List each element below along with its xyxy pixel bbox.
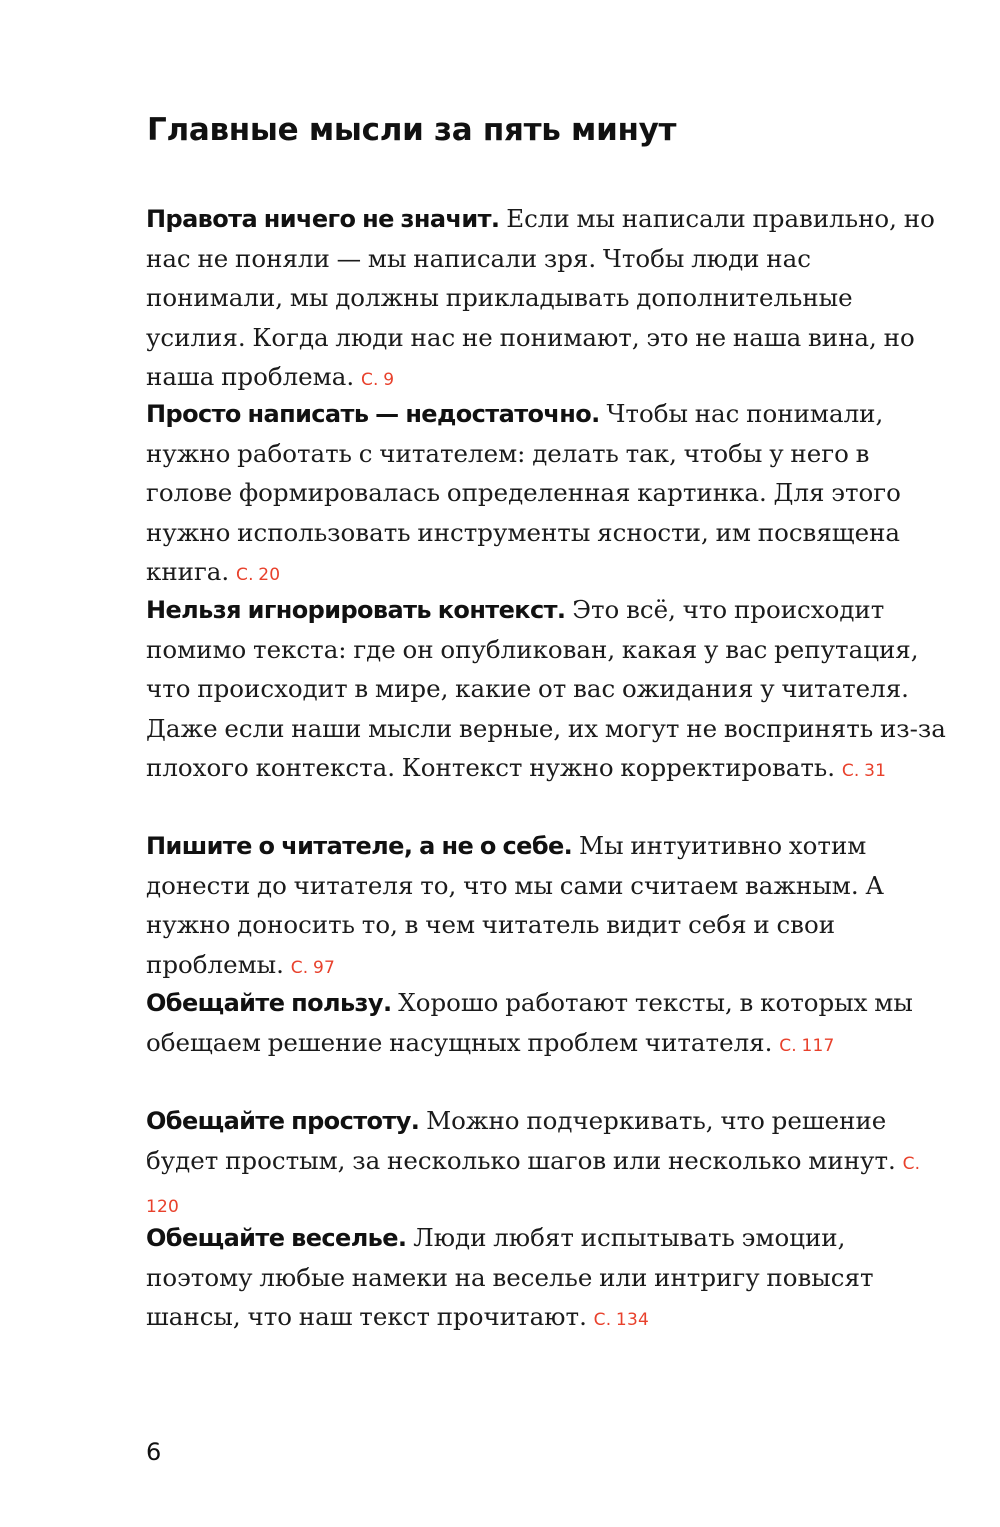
section-lead: Пишите о читателе, а не о себе. xyxy=(146,832,573,860)
page-reference: С. 134 xyxy=(593,1310,649,1331)
page-reference: С. 97 xyxy=(290,957,336,978)
section-lead: Обещайте пользу. xyxy=(146,989,392,1017)
section-lead: Нельзя игнорировать контекст. xyxy=(146,596,566,624)
section-text: Люди любят испытывать эмоции, поэтому любые намеки на веселье или интригу повысят шансы, что наш текст прочитают. xyxy=(146,1223,874,1332)
section-text: Хорошо работают тексты, в которых мы обещаем решение насущных проблем читателя. xyxy=(146,988,913,1058)
section-lead: Обещайте простоту. xyxy=(146,1107,420,1135)
section-text: Чтобы нас понимали, нужно работать с читателем: делать так, чтобы у него в голове формировалась определенная картинка. Для этого нужно использовать инструменты ясности, им посвящена книга. xyxy=(146,399,901,586)
summary-section-benefit xyxy=(146,983,954,1066)
summary-section-writing xyxy=(146,394,954,595)
section-text: Можно подчеркивать, что решение будет простым, за несколько шагов или несколько минут. xyxy=(146,1106,896,1176)
section-lead: Обещайте веселье. xyxy=(146,1224,407,1252)
summary-section-simplicity xyxy=(146,1101,954,1228)
section-text: Мы интуитивно хотим донести до читателя то, что мы сами считаем важным. А нужно доносить то, в чем читатель видит себя и свои проблемы. xyxy=(146,831,884,979)
summary-section-reader xyxy=(146,826,954,988)
page-reference: С. 9 xyxy=(360,369,395,390)
page-title: Главные мысли за пять минут xyxy=(147,112,677,148)
section-lead: Просто написать — недостаточно. xyxy=(146,400,600,428)
page-reference: С. 20 xyxy=(236,564,281,585)
section-text: Это всё, что происходит помимо текста: где он опубликован, какая у вас репутация, что происходит в мире, какие от вас ожидания у читателя. Даже если наши мысли верные, их могут не воспринять из-за плохого контекста. Контекст нужно корректировать. xyxy=(146,595,946,782)
page-number: 6 xyxy=(146,1438,162,1466)
summary-section-context xyxy=(146,590,954,791)
summary-section-correctness xyxy=(146,199,954,400)
section-lead: Правота ничего не значит. xyxy=(146,205,500,233)
summary-section-fun xyxy=(146,1218,954,1341)
page-reference: С. 31 xyxy=(841,760,887,781)
page-reference: С. 120 xyxy=(146,1154,921,1218)
section-text: Если мы написали правильно, но нас не поняли — мы написали зря. Чтобы люди нас понимали, мы должны прикладывать дополнительные усилия. Когда люди нас не понимают, это не наша вина, но наша проблема. xyxy=(146,204,935,391)
page-reference: С. 117 xyxy=(779,1036,835,1057)
